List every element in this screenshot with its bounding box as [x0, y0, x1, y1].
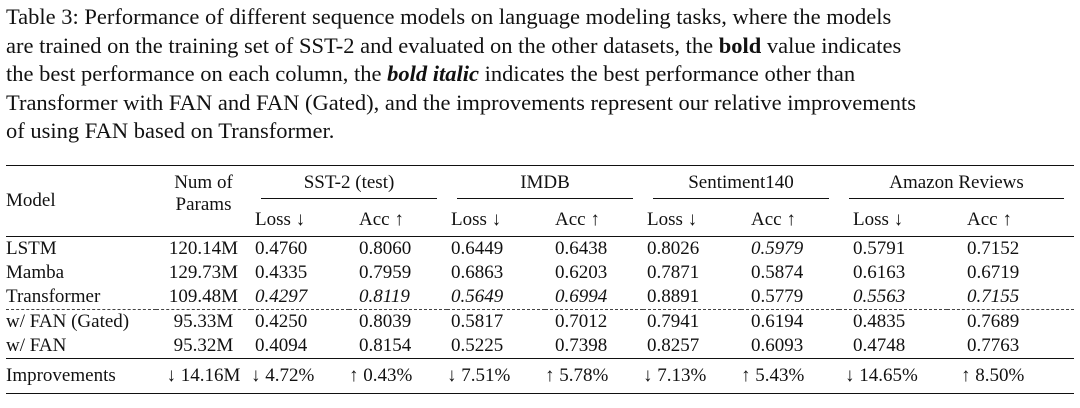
improvement-value: ↓ 7.51% — [447, 359, 545, 394]
caption-line-1: Table 3: Performance of different sequence models on language modeling tasks, where the models — [6, 4, 892, 29]
table-row — [6, 334, 1074, 359]
cell-value: 0.7152 — [947, 237, 1074, 262]
row-params: 109.48M — [168, 286, 239, 307]
group-underline — [849, 198, 1064, 199]
cell-value: 0.5225 — [451, 335, 504, 356]
cell-value: 0.6194 — [741, 310, 839, 335]
cell-value: 0.5649 — [451, 286, 504, 307]
table-row — [6, 261, 1074, 285]
cell-value: 0.6438 — [545, 237, 643, 262]
cell-value: 0.6863 — [451, 262, 504, 283]
row-params: 129.73M — [168, 262, 239, 283]
row-model: Mamba — [6, 262, 65, 283]
subheader-loss: Loss ↓ — [255, 209, 306, 230]
cell-value: 0.8154 — [359, 335, 412, 356]
improvement-value: ↑ 5.43% — [741, 359, 839, 394]
cell-value: 0.5791 — [839, 237, 947, 262]
cell-value: 0.7689 — [947, 310, 1074, 335]
cell-value: 0.6449 — [447, 237, 545, 262]
row-model: Transformer — [6, 286, 101, 307]
improvement-value: ↑ 8.50% — [947, 359, 1074, 394]
cell-value: 0.5979 — [741, 237, 839, 262]
row-params: 95.33M — [156, 310, 251, 335]
cell-value: 0.7398 — [555, 335, 608, 356]
group-header-sst2 — [251, 166, 447, 205]
improvement-value: ↑ 5.78% — [545, 359, 643, 394]
table-row — [6, 285, 1074, 310]
subheader-acc: Acc ↑ — [555, 209, 600, 230]
cell-value: 0.8257 — [647, 335, 700, 356]
table-caption — [6, 3, 1074, 146]
cell-value: 0.6994 — [555, 286, 608, 307]
subheader-loss: Loss ↓ — [451, 209, 502, 230]
cell-value: 0.4335 — [255, 262, 308, 283]
caption-line-2 — [6, 32, 1074, 61]
cell-value: 0.7763 — [967, 335, 1020, 356]
group-header-sentiment140 — [643, 166, 839, 205]
table-row — [6, 310, 1074, 335]
cell-value: 0.4250 — [251, 310, 349, 335]
caption-line-3 — [6, 60, 1074, 89]
cell-value: 0.6203 — [555, 262, 608, 283]
group-underline — [261, 198, 437, 199]
cell-value: 0.8891 — [647, 286, 700, 307]
cell-value: 0.4760 — [251, 237, 349, 262]
cell-value: 0.7959 — [359, 262, 412, 283]
improvement-value: ↓ 7.13% — [643, 359, 741, 394]
caption-text: indicates the best performance other than — [478, 61, 856, 87]
caption-text: the best performance on each column, the — [6, 61, 388, 87]
cell-value: 0.8060 — [349, 237, 447, 262]
cell-value: 0.4297 — [255, 286, 308, 307]
improvement-value: ↓ 4.72% — [251, 359, 349, 394]
header-params — [156, 166, 251, 237]
row-model: w/ FAN (Gated) — [6, 310, 156, 335]
improvements-label: Improvements — [6, 359, 156, 394]
group-underline — [457, 198, 633, 199]
improvements-row — [6, 359, 1074, 394]
subheader-loss: Loss ↓ — [853, 209, 904, 230]
group-header-label: IMDB — [520, 171, 570, 193]
subheader-loss: Loss ↓ — [647, 209, 698, 230]
cell-value: 0.6093 — [751, 335, 804, 356]
caption-line-4: Transformer with FAN and FAN (Gated), and the improvements represent our relative improvements — [6, 89, 916, 115]
header-model: Model — [6, 166, 156, 237]
cell-value: 0.5779 — [751, 286, 804, 307]
group-header-label: Sentiment140 — [688, 171, 794, 193]
header-row — [6, 166, 1074, 205]
cell-value: 0.7871 — [647, 262, 700, 283]
cell-value: 0.7155 — [967, 286, 1020, 307]
caption-text: are trained on the training set of SST-2 and evaluated on the other datasets, the — [6, 32, 719, 58]
cell-value: 0.4835 — [839, 310, 947, 335]
improvement-value: ↑ 0.43% — [349, 359, 447, 394]
results-table — [6, 165, 1074, 394]
caption-text: value indicates — [761, 32, 902, 58]
group-header-amazon — [839, 166, 1074, 205]
cell-value: 0.5563 — [853, 286, 906, 307]
cell-value: 0.7012 — [545, 310, 643, 335]
subheader-acc: Acc ↑ — [967, 209, 1012, 230]
cell-value: 0.8026 — [643, 237, 741, 262]
caption-line-5: of using FAN based on Transformer. — [6, 118, 335, 144]
improvement-value: ↓ 14.65% — [839, 359, 947, 394]
cell-value: 0.4748 — [853, 335, 906, 356]
row-model: LSTM — [6, 237, 156, 262]
group-underline — [653, 198, 829, 199]
header-params-line-1: Num of — [174, 172, 233, 193]
cell-value: 0.6163 — [853, 262, 906, 283]
cell-value: 0.5874 — [751, 262, 804, 283]
cell-value: 0.8039 — [349, 310, 447, 335]
row-model: w/ FAN — [6, 335, 67, 356]
caption-bold-word: bold — [718, 32, 762, 58]
group-header-label: SST-2 (test) — [303, 171, 395, 193]
cell-value: 0.5817 — [447, 310, 545, 335]
subheader-acc: Acc ↑ — [359, 209, 404, 230]
cell-value: 0.8119 — [359, 286, 410, 307]
subheader-acc: Acc ↑ — [751, 209, 796, 230]
cell-value: 0.6719 — [967, 262, 1020, 283]
cell-value: 0.4094 — [255, 335, 308, 356]
improvements-params: ↓ 14.16M — [156, 359, 251, 394]
group-header-label: Amazon Reviews — [889, 171, 1024, 193]
cell-value: 0.7941 — [643, 310, 741, 335]
row-params: 95.32M — [173, 335, 234, 356]
group-header-imdb — [447, 166, 643, 205]
caption-bold-italic-word: bold italic — [387, 61, 479, 87]
row-params: 120.14M — [156, 237, 251, 262]
header-params-line-2: Params — [175, 194, 232, 215]
table-row — [6, 237, 1074, 262]
